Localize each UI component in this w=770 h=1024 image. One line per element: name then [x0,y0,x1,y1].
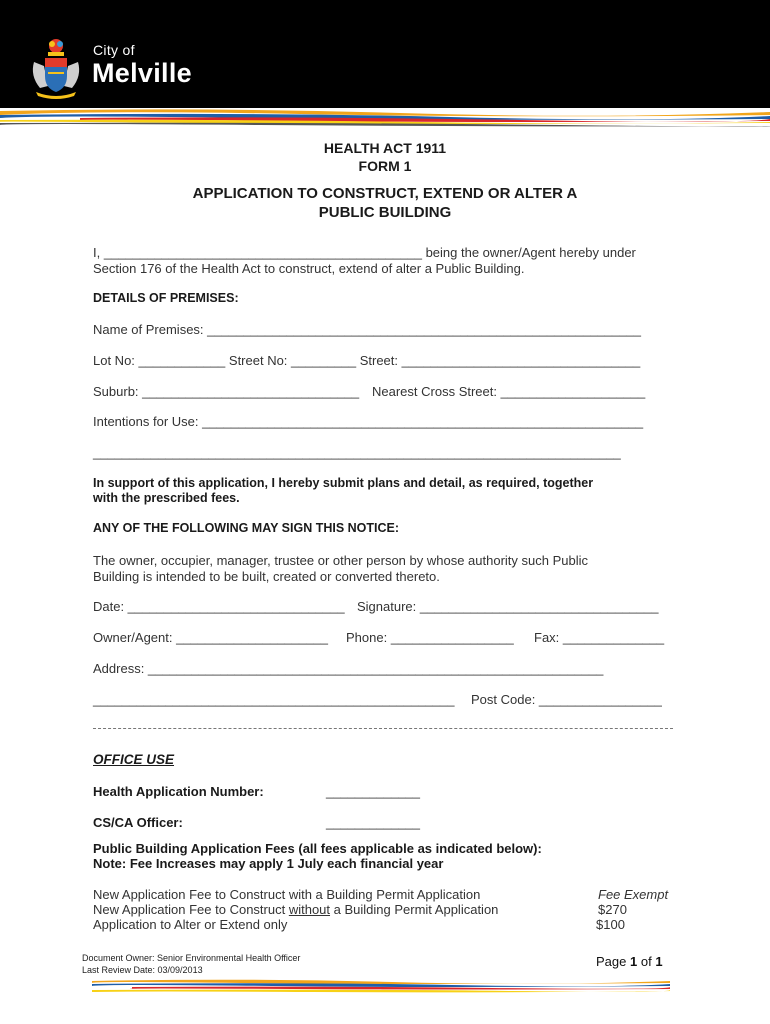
office-use-heading: OFFICE USE [93,752,175,767]
date-field[interactable]: Date: ______________________________ [93,599,345,614]
app-number-field[interactable]: _____________ [326,784,420,799]
last-review-date: Last Review Date: 03/09/2013 [82,965,203,975]
fee-item-label: New Application Fee to Construct without a Building Permit Application [93,902,499,917]
city-of-label: City of [93,42,135,58]
header-decorative-stripes [0,108,770,128]
document-owner: Document Owner: Senior Environmental Health Officer [82,953,301,963]
app-number-label: Health Application Number: [93,784,264,799]
premises-heading: DETAILS OF PREMISES: [93,291,239,305]
address-line2-field[interactable]: __________________________________________________ [93,692,455,707]
signers-line1: The owner, occupier, manager, trustee or other person by whose authority such Public [93,553,588,568]
page-indicator: Page 1 of 1 [596,954,663,969]
form-number: FORM 1 [358,158,412,174]
footer-decorative-stripes [92,978,670,994]
city-crest-logo [26,36,86,100]
post-code-field[interactable]: Post Code: _________________ [471,692,662,707]
section-divider [93,728,673,729]
signers-heading: ANY OF THE FOLLOWING MAY SIGN THIS NOTICE: [93,521,400,535]
intentions-field[interactable]: Intentions for Use: _____________________________________________________________ [93,414,644,429]
owner-agent-field[interactable]: Owner/Agent: _____________________ [93,630,328,645]
support-line1: In support of this application, I hereby submit plans and detail, as required, together [93,476,594,490]
lot-street-field[interactable]: Lot No: ____________ Street No: _________ Street: _________________________________ [93,353,641,368]
fee-item-amount: $100 [596,917,625,932]
intro-line2: Section 176 of the Health Act to construct, extend of alter a Public Building. [93,261,525,276]
fees-heading: Public Building Application Fees (all fees applicable as indicated below): [93,841,542,856]
cross-street-field[interactable]: Nearest Cross Street: ____________________ [372,384,646,399]
form-title-line1: APPLICATION TO CONSTRUCT, EXTEND OR ALTER A [192,185,578,202]
intentions-blank-line[interactable]: _________________________________________________________________________ [93,445,621,460]
premises-name-field[interactable]: Name of Premises: ____________________________________________________________ [93,322,641,337]
intro-line1: I, ____________________________________________ being the owner/Agent hereby under [93,245,636,260]
header-banner [0,0,770,112]
form-title-line2: PUBLIC BUILDING [318,204,452,221]
city-name-label: Melville [92,58,192,88]
fee-item-label: New Application Fee to Construct with a Building Permit Application [93,887,481,902]
officer-label: CS/CA Officer: [93,815,183,830]
fee-item-amount: Fee Exempt [598,887,669,902]
suburb-field[interactable]: Suburb: ______________________________ [93,384,360,399]
fee-item-amount: $270 [598,902,627,917]
support-line2: with the prescribed fees. [93,491,240,505]
signers-line2: Building is intended to be built, created or converted thereto. [93,569,440,584]
fees-note: Note: Fee Increases may apply 1 July each financial year [93,856,444,871]
act-title: HEALTH ACT 1911 [323,140,447,156]
phone-field[interactable]: Phone: _________________ [346,630,514,645]
fax-field[interactable]: Fax: ______________ [534,630,665,645]
fee-item-label: Application to Alter or Extend only [93,917,288,932]
officer-field[interactable]: _____________ [326,815,420,830]
address-field[interactable]: Address: _______________________________________________________________ [93,661,604,676]
signature-field[interactable]: Signature: _________________________________ [357,599,659,614]
